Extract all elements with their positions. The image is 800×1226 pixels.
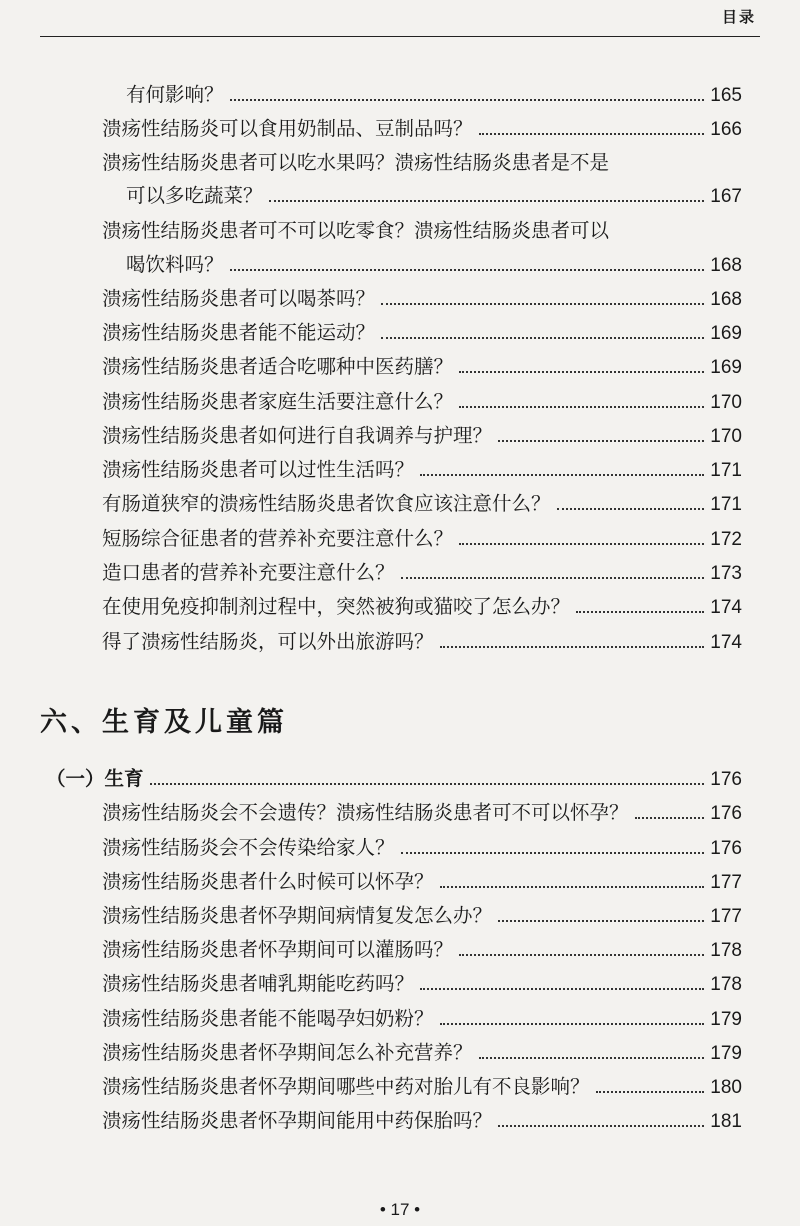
leader-dots [381, 323, 704, 339]
chapter-heading: 六、生育及儿童篇 [40, 707, 288, 738]
leader-dots [269, 186, 705, 202]
toc-entry: 短肠综合征患者的营养补充要注意什么？ 172 [102, 527, 742, 550]
leader-dots [230, 255, 705, 271]
leader-dots [498, 1111, 704, 1127]
toc-entry-line1: 溃疡性结肠炎患者可以吃水果吗？溃疡性结肠炎患者是不是 [102, 151, 610, 174]
leader-dots [440, 632, 705, 648]
toc-entry: 造口患者的营养补充要注意什么？ 173 [102, 561, 742, 584]
toc-entry: 有肠道狭窄的溃疡性结肠炎患者饮食应该注意什么？ 171 [102, 492, 742, 515]
toc-entry: 溃疡性结肠炎患者怀孕期间可以灌肠吗？ 178 [102, 938, 742, 961]
toc-entry: 溃疡性结肠炎患者怀孕期间哪些中药对胎儿有不良影响？ 180 [102, 1075, 742, 1098]
page-number: • 17 • [379, 1200, 421, 1219]
leader-dots [635, 803, 705, 819]
toc-entry: 溃疡性结肠炎患者怀孕期间怎么补充营养？ 179 [102, 1041, 742, 1064]
toc-entry: 喝饮料吗？ 168 [126, 253, 742, 276]
leader-dots [420, 460, 704, 476]
leader-dots [401, 838, 705, 854]
toc-entry: 溃疡性结肠炎患者什么时候可以怀孕？ 177 [102, 870, 742, 893]
leader-dots [381, 289, 704, 305]
leader-dots [498, 906, 704, 922]
leader-dots [150, 769, 705, 785]
leader-dots [459, 392, 704, 408]
leader-dots [576, 597, 704, 613]
leader-dots [459, 940, 704, 956]
toc-entry: 溃疡性结肠炎患者能不能喝孕妇奶粉？ 179 [102, 1007, 742, 1030]
leader-dots [479, 1043, 705, 1059]
toc-entry: 溃疡性结肠炎会不会遗传？溃疡性结肠炎患者可不可以怀孕？ 176 [102, 801, 742, 824]
toc-entry: 溃疡性结肠炎可以食用奶制品、豆制品吗？ 166 [102, 117, 742, 140]
section-entry: （一）生育 176 [46, 767, 742, 790]
toc-entry: 溃疡性结肠炎患者可以过性生活吗？ 171 [102, 458, 742, 481]
leader-dots [557, 494, 705, 510]
toc-entry: 溃疡性结肠炎患者可以喝茶吗？ 168 [102, 287, 742, 310]
toc-entry: 溃疡性结肠炎会不会传染给家人？ 176 [102, 836, 742, 859]
toc-entry: 溃疡性结肠炎患者怀孕期间病情复发怎么办？ 177 [102, 904, 742, 927]
toc-entry: 溃疡性结肠炎患者怀孕期间能用中药保胎吗？ 181 [102, 1109, 742, 1132]
leader-dots [230, 85, 705, 101]
leader-dots [596, 1077, 705, 1093]
leader-dots [459, 529, 704, 545]
toc-entry: 溃疡性结肠炎患者能不能运动？ 169 [102, 321, 742, 344]
toc-entry: 可以多吃蔬菜？ 167 [126, 184, 742, 207]
leader-dots [440, 872, 705, 888]
toc-entry: 溃疡性结肠炎患者如何进行自我调养与护理？ 170 [102, 424, 742, 447]
toc-entry: 得了溃疡性结肠炎，可以外出旅游吗？ 174 [102, 630, 742, 653]
leader-dots [459, 357, 704, 373]
toc-entry: 溃疡性结肠炎患者适合吃哪种中医药膳？ 169 [102, 355, 742, 378]
leader-dots [440, 1009, 705, 1025]
leader-dots [498, 426, 704, 442]
toc-entry: 在使用免疫抑制剂过程中，突然被狗或猫咬了怎么办？ 174 [102, 595, 742, 618]
leader-dots [401, 563, 705, 579]
toc-entry: 溃疡性结肠炎患者家庭生活要注意什么？ 170 [102, 390, 742, 413]
toc-entry: 溃疡性结肠炎患者哺乳期能吃药吗？ 178 [102, 972, 742, 995]
leader-dots [479, 119, 705, 135]
leader-dots [420, 974, 704, 990]
toc-entry: 有何影响？ 165 [126, 83, 742, 106]
running-head: 目录 [721, 8, 756, 26]
page-header [40, 0, 760, 37]
toc-entry-line1: 溃疡性结肠炎患者可不可以吃零食？溃疡性结肠炎患者可以 [102, 219, 610, 242]
